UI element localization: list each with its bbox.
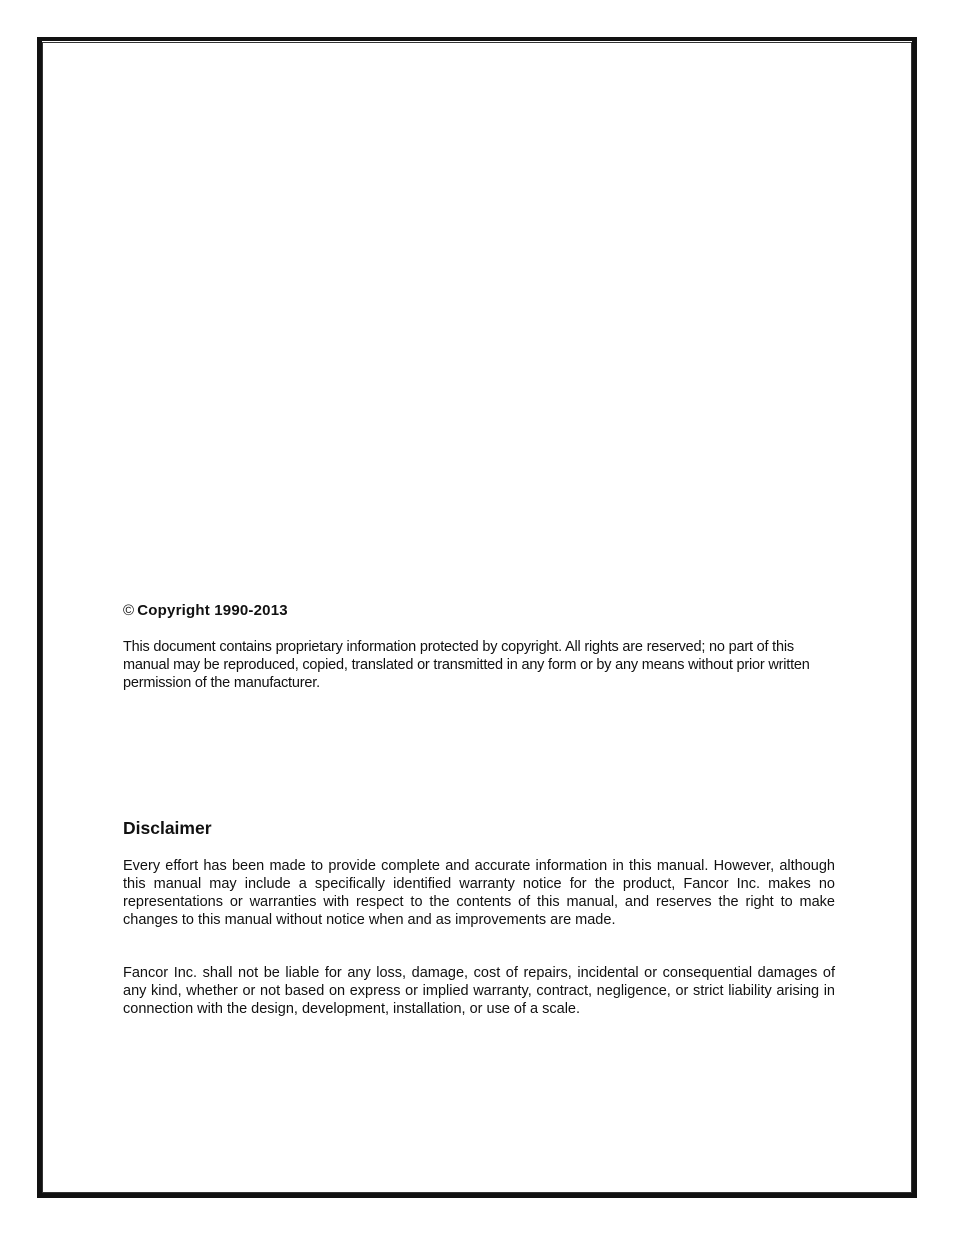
copyright-notice: This document contains proprietary information protected by copyright. All rights are reserved; no part of this manual may be reproduced, copied, translated or transmitted in any form or by any means without prior written permission of the manufacturer. (123, 639, 810, 691)
disclaimer-heading: Disclaimer (123, 818, 212, 838)
copyright-title: Copyright 1990-2013 (137, 602, 288, 619)
copyright-heading (123, 602, 288, 619)
page-border-left (37, 37, 42, 1198)
liability-paragraph: Fancor Inc. shall not be liable for any loss, damage, cost of repairs, incidental or consequential damages of any kind, whether or not based on express or implied warranty, contract, negligence, or strict liability arising in connection with the design, development, installation, or use of a scale. (123, 965, 835, 1017)
disclaimer-paragraph: Every effort has been made to provide complete and accurate information in this manual. However, although this manual may include a specifically identified warranty notice for the product, Fancor Inc. makes no representations or warranties with respect to the contents of this manual, and reserves the right to make changes to this manual without notice when and as improvements are made. (123, 858, 835, 928)
page-border-top (37, 37, 917, 41)
page-border-right (912, 40, 917, 1198)
copyright-symbol: © (123, 602, 135, 619)
page-border-bottom (40, 1193, 917, 1198)
